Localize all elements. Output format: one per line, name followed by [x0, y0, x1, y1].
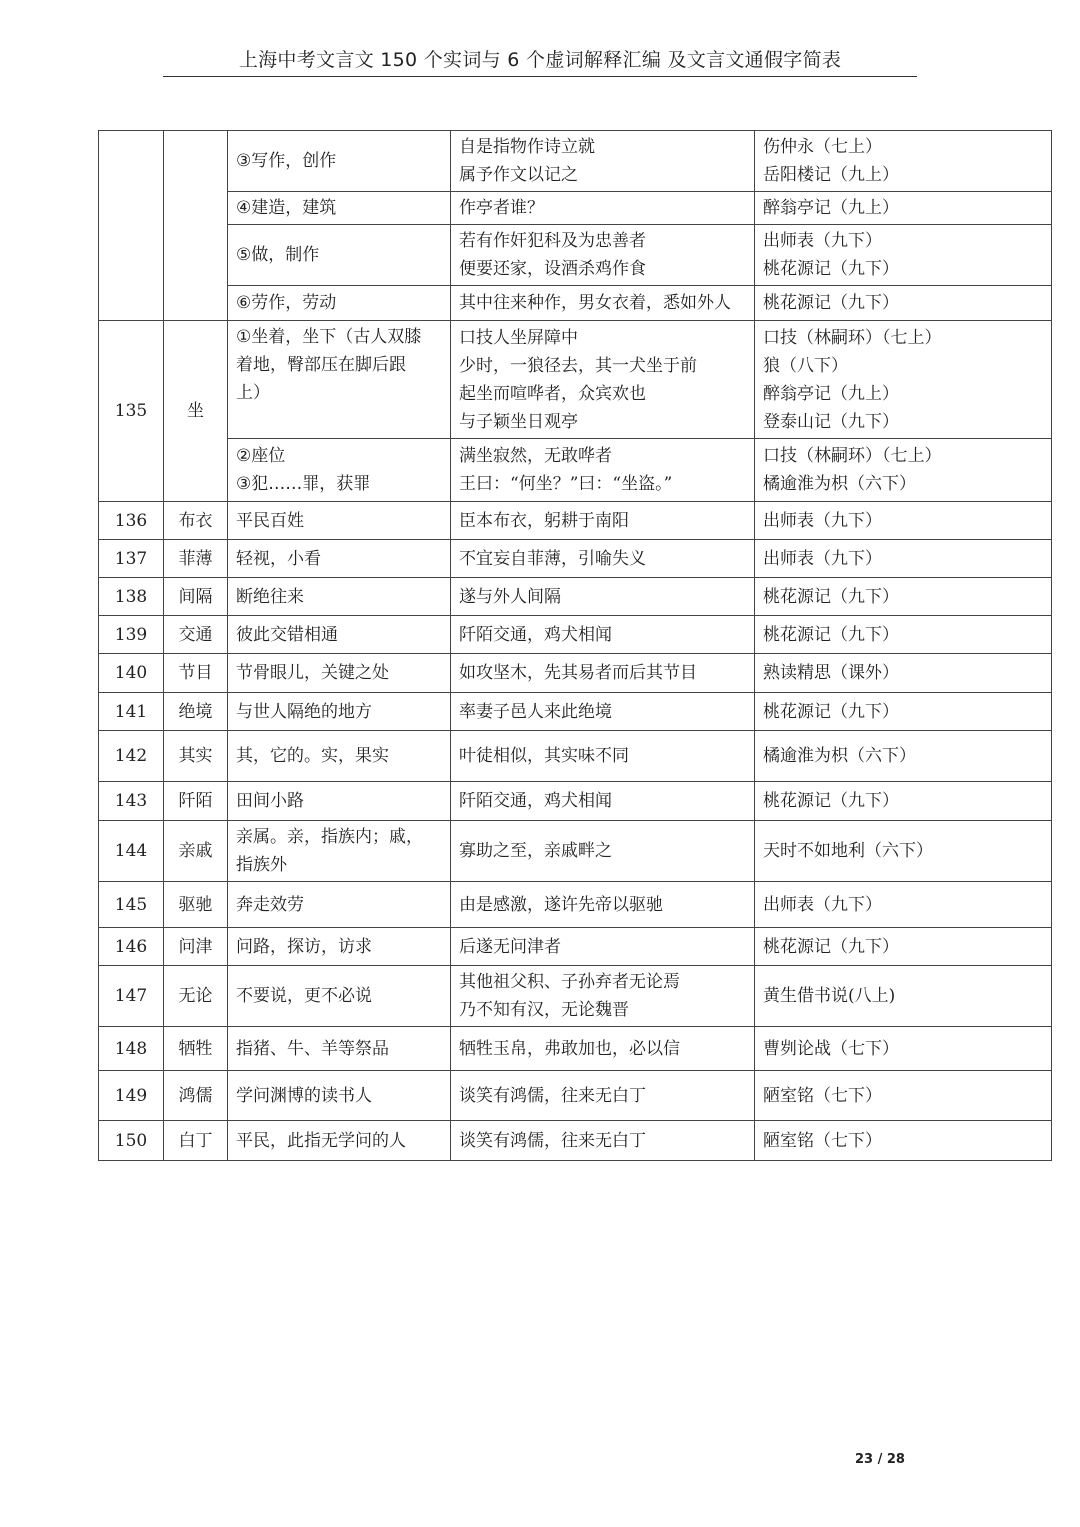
meaning-cell [228, 578, 451, 616]
text-line: 口技（林嗣环）（七上） [763, 327, 942, 348]
entry-word: 问津 [164, 928, 228, 966]
example-cell [451, 439, 755, 502]
meaning-cell [228, 654, 451, 693]
source-cell [755, 131, 1052, 192]
table-row [99, 131, 1052, 192]
text-line: 田间小路 [236, 791, 304, 811]
text-line: 伤仲永（七上） [763, 137, 882, 157]
text-line: 与世人隔绝的地方 [236, 701, 372, 722]
text-line: 属予作文以记之 [459, 165, 578, 185]
example-cell [451, 966, 755, 1027]
example-cell [451, 192, 755, 225]
text-line: 轻视，小看 [236, 548, 321, 569]
entry-number: 146 [99, 928, 164, 966]
text-line: 如攻坚木，先其易者而后其节目 [459, 663, 697, 683]
text-line: 出师表（九下） [763, 548, 882, 569]
text-line: 狼（八下） [763, 355, 848, 376]
meaning-cell [228, 1071, 451, 1121]
source-cell [755, 928, 1052, 966]
blank-number-cell [99, 131, 164, 321]
page-number: 23 / 28 [855, 1452, 905, 1467]
text-line: 平民百姓 [236, 510, 304, 531]
entry-number: 148 [99, 1027, 164, 1071]
table-row [99, 578, 1052, 616]
meaning-cell [228, 1027, 451, 1071]
example-cell [451, 578, 755, 616]
text-line: 其，它的。实，果实 [236, 746, 389, 766]
entry-number: 140 [99, 654, 164, 693]
text-line: 平民，此指无学问的人 [236, 1130, 406, 1151]
source-cell [755, 1071, 1052, 1121]
table-row [99, 192, 1052, 225]
text-line: 便要还家，设酒杀鸡作食 [459, 259, 646, 279]
table-row [99, 1121, 1052, 1161]
table-row [99, 966, 1052, 1027]
text-line: 出师表（九下） [763, 894, 882, 915]
meaning-cell [228, 540, 451, 578]
source-cell [755, 321, 1052, 439]
text-line: 寡助之至，亲戚畔之 [459, 841, 612, 861]
text-line: 作亭者谁？ [459, 198, 544, 218]
text-line: 其中往来种作，男女衣着，悉如外人 [459, 293, 731, 313]
text-line: 陋室铭（七下） [763, 1085, 882, 1106]
text-line: 出师表（九下） [763, 510, 882, 531]
meaning-cell [228, 439, 451, 502]
text-line: 桃花源记（九下） [763, 624, 899, 645]
table-row [99, 439, 1052, 502]
text-line: 谈笑有鸿儒，往来无白丁 [459, 1085, 646, 1106]
text-line: 断绝往来 [236, 586, 304, 607]
table-row [99, 693, 1052, 731]
table-row [99, 1071, 1052, 1121]
text-line: 橘逾淮为枳（六下） [763, 746, 916, 766]
entry-word: 鸿儒 [164, 1071, 228, 1121]
entry-word: 无论 [164, 966, 228, 1027]
entry-word: 亲戚 [164, 821, 228, 882]
table-row [99, 654, 1052, 693]
entry-number: 136 [99, 502, 164, 540]
entry-number: 149 [99, 1071, 164, 1121]
table-row [99, 731, 1052, 782]
meaning-cell [228, 321, 451, 439]
vocabulary-table [98, 130, 1052, 1161]
text-line: 口技人坐屏障中 [459, 327, 578, 348]
text-line: 不宜妄自菲薄，引喻失义 [459, 548, 646, 569]
example-cell [451, 225, 755, 286]
text-line: 自是指物作诗立就 [459, 137, 595, 157]
text-line: 陋室铭（七下） [763, 1130, 882, 1151]
example-cell [451, 928, 755, 966]
page-header [163, 44, 917, 77]
text-line: 起坐而喧哗者，众宾欢也 [459, 383, 646, 404]
entry-number: 139 [99, 616, 164, 654]
entry-number: 143 [99, 782, 164, 821]
text-line: 桃花源记（九下） [763, 293, 899, 313]
example-cell [451, 1071, 755, 1121]
text-line: ③写作，创作 [236, 151, 337, 171]
table-row [99, 286, 1052, 321]
text-line: 桃花源记（九下） [763, 701, 899, 722]
text-line: 出师表（九下） [763, 231, 882, 251]
source-cell [755, 540, 1052, 578]
text-line: 阡陌交通，鸡犬相闻 [459, 624, 612, 645]
text-line: 奔走效劳 [236, 894, 304, 915]
entry-word: 绝境 [164, 693, 228, 731]
vocabulary-table-body [99, 131, 1052, 1161]
source-cell [755, 1027, 1052, 1071]
entry-number: 145 [99, 882, 164, 928]
entry-word: 菲薄 [164, 540, 228, 578]
text-line: ④建造，建筑 [236, 198, 337, 218]
meaning-cell [228, 928, 451, 966]
text-line: 其他祖父积、子孙弃者无论焉 [459, 972, 680, 992]
text-line: 牺牲玉帛，弗敢加也，必以信 [459, 1038, 680, 1059]
text-line: 着地，臀部压在脚后跟 [236, 355, 406, 375]
text-line: 曹刿论战（七下） [763, 1038, 899, 1059]
text-line: 阡陌交通，鸡犬相闻 [459, 791, 612, 811]
table-row [99, 782, 1052, 821]
meaning-cell [228, 131, 451, 192]
entry-word: 交通 [164, 616, 228, 654]
source-cell [755, 1121, 1052, 1161]
text-line: ⑥劳作，劳动 [236, 293, 337, 313]
example-cell [451, 693, 755, 731]
meaning-cell [228, 731, 451, 782]
text-line: 桃花源记（九下） [763, 586, 899, 607]
text-line: 臣本布衣，躬耕于南阳 [459, 510, 629, 531]
meaning-cell [228, 225, 451, 286]
meaning-cell [228, 286, 451, 321]
text-line: 彼此交错相通 [236, 624, 338, 645]
text-line: 亲属。亲，指族内；戚， [236, 827, 423, 847]
text-line: ③犯……罪，获罪 [236, 474, 371, 494]
text-line: 节骨眼儿，关键之处 [236, 663, 389, 683]
table-row [99, 540, 1052, 578]
source-cell [755, 882, 1052, 928]
text-line: ②座位 [236, 446, 286, 466]
entry-number: 147 [99, 966, 164, 1027]
example-cell [451, 782, 755, 821]
example-cell [451, 821, 755, 882]
example-cell [451, 882, 755, 928]
entry-word: 阡陌 [164, 782, 228, 821]
source-cell [755, 782, 1052, 821]
source-cell [755, 616, 1052, 654]
text-line: 叶徒相似，其实味不同 [459, 746, 629, 766]
entry-word: 坐 [164, 321, 228, 502]
text-line: 口技（林嗣环）（七上） [763, 446, 942, 466]
page-title: 上海中考文言文 150 个实词与 6 个虚词解释汇编 及文言文通假字简表 [238, 49, 842, 71]
table-row [99, 225, 1052, 286]
table-row [99, 882, 1052, 928]
meaning-cell [228, 502, 451, 540]
text-line: 乃不知有汉，无论魏晋 [459, 1000, 629, 1020]
text-line: 熟读精思（课外） [763, 663, 899, 683]
source-cell [755, 966, 1052, 1027]
source-cell [755, 439, 1052, 502]
example-cell [451, 1027, 755, 1071]
entry-number: 142 [99, 731, 164, 782]
meaning-cell [228, 821, 451, 882]
example-cell [451, 540, 755, 578]
text-line: 不要说，更不必说 [236, 986, 372, 1006]
source-cell [755, 225, 1052, 286]
entry-word: 其实 [164, 731, 228, 782]
source-cell [755, 654, 1052, 693]
entry-word: 布衣 [164, 502, 228, 540]
text-line: 桃花源记（九下） [763, 936, 899, 957]
text-line: 桃花源记（九下） [763, 791, 899, 811]
table-row [99, 821, 1052, 882]
text-line: 率妻子邑人来此绝境 [459, 701, 612, 722]
text-line: 黄生借书说(八上) [763, 986, 896, 1006]
table-row [99, 321, 1052, 439]
text-line: ①坐着，坐下（古人双膝 [236, 327, 422, 347]
entry-word: 间隔 [164, 578, 228, 616]
entry-number: 144 [99, 821, 164, 882]
blank-word-cell [164, 131, 228, 321]
text-line: ⑤做，制作 [236, 245, 320, 265]
table-row [99, 502, 1052, 540]
meaning-cell [228, 616, 451, 654]
text-line: 学问渊博的读书人 [236, 1085, 372, 1106]
text-line: 天时不如地利（六下） [763, 841, 933, 861]
text-line: 谈笑有鸿儒，往来无白丁 [459, 1130, 646, 1151]
text-line: 上） [236, 383, 270, 403]
source-cell [755, 502, 1052, 540]
source-cell [755, 693, 1052, 731]
text-line: 指猪、牛、羊等祭品 [236, 1038, 389, 1059]
meaning-cell [228, 693, 451, 731]
meaning-cell [228, 192, 451, 225]
entry-number: 137 [99, 540, 164, 578]
example-cell [451, 1121, 755, 1161]
entry-word: 节目 [164, 654, 228, 693]
entry-word: 牺牲 [164, 1027, 228, 1071]
meaning-cell [228, 966, 451, 1027]
source-cell [755, 731, 1052, 782]
example-cell [451, 321, 755, 439]
table-row [99, 928, 1052, 966]
meaning-cell [228, 882, 451, 928]
source-cell [755, 192, 1052, 225]
example-cell [451, 502, 755, 540]
text-line: 问路，探访，访求 [236, 936, 372, 957]
text-line: 指族外 [236, 855, 287, 875]
example-cell [451, 616, 755, 654]
source-cell [755, 578, 1052, 616]
text-line: 王曰：“何坐？”曰：“坐盗。” [459, 474, 673, 494]
example-cell [451, 131, 755, 192]
meaning-cell [228, 1121, 451, 1161]
text-line: 由是感激，遂许先帝以驱驰 [459, 894, 663, 915]
text-line: 桃花源记（九下） [763, 259, 899, 279]
entry-number: 135 [99, 321, 164, 502]
text-line: 橘逾淮为枳（六下） [763, 474, 916, 494]
text-line: 醉翁亭记（九上） [763, 198, 899, 218]
entry-number: 138 [99, 578, 164, 616]
table-row [99, 1027, 1052, 1071]
meaning-cell [228, 782, 451, 821]
example-cell [451, 286, 755, 321]
text-line: 少时，一狼径去，其一犬坐于前 [459, 355, 697, 376]
text-line: 若有作奸犯科及为忠善者 [459, 231, 646, 251]
example-cell [451, 654, 755, 693]
entry-word: 白丁 [164, 1121, 228, 1161]
source-cell [755, 286, 1052, 321]
table-row [99, 616, 1052, 654]
entry-number: 150 [99, 1121, 164, 1161]
text-line: 登泰山记（九下） [763, 411, 899, 432]
example-cell [451, 731, 755, 782]
entry-number: 141 [99, 693, 164, 731]
source-cell [755, 821, 1052, 882]
entry-word: 驱驰 [164, 882, 228, 928]
text-line: 遂与外人间隔 [459, 586, 561, 607]
text-line: 后遂无问津者 [459, 936, 561, 957]
text-line: 岳阳楼记（九上） [763, 165, 899, 185]
text-line: 满坐寂然，无敢哗者 [459, 446, 612, 466]
text-line: 醉翁亭记（九上） [763, 383, 899, 404]
text-line: 与子颖坐日观亭 [459, 411, 578, 432]
